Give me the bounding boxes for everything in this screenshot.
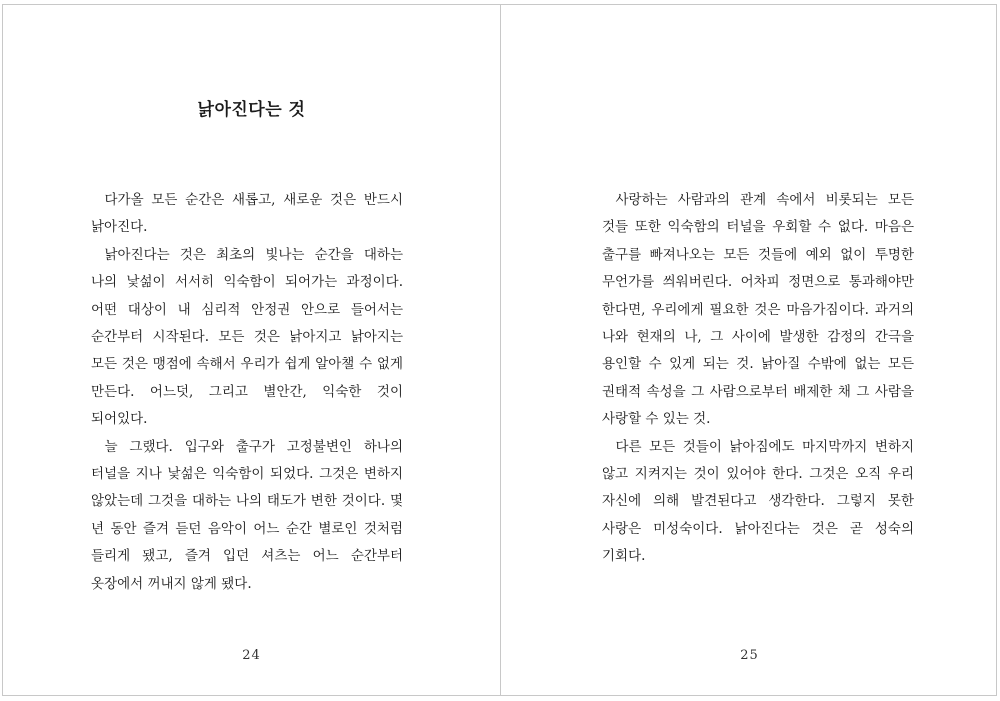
- chapter-title: 낡아진다는 것: [197, 100, 306, 120]
- paragraph: 다가올 모든 순간은 새롭고, 새로운 것은 반드시 낡아진다.: [91, 192, 403, 236]
- right-page: [501, 5, 998, 695]
- paragraph: 낡아진다는 것은 최초의 빛나는 순간을 대하는 나의 낯섦이 서서히 익숙함이 되어가는 과정이다. 어떤 대상이 내 심리적 안정권 안으로 들어서는 순간부터 시작된다. 모든 것은 낡아지고 낡아지는 모든 것은 맹점에 속해서 우리가 쉽게 알아챌 수 없게 만든다. 어느덧, 그리고 별안간, 익숙한 것이 되어있다.: [91, 246, 403, 428]
- page-number-right: 25: [740, 648, 759, 663]
- paragraph: 다른 모든 것들이 낡아짐에도 마지막까지 변하지 않고 지켜지는 것이 있어야 한다. 그것은 오직 우리 자신에 의해 발견된다고 생각한다. 그렇지 못한 사랑은 미성숙이다. 낡아진다는 것은 곧 성숙의 기회다.: [602, 438, 914, 565]
- left-page: [3, 5, 500, 695]
- left-page-body: [91, 187, 403, 598]
- paragraph: 늘 그랬다. 입구와 출구가 고정불변인 하나의 터널을 지나 낯섦은 익숙함이 되었다. 그것은 변하지 않았는데 그것을 대하는 나의 태도가 변한 것이다. 몇 년 동안 즐겨 듣던 음악이 어느 순간 별로인 것처럼 들리게 됐고, 즐겨 입던 셔츠는 어느 순간부터 옷장에서 꺼내지 않게 됐다.: [91, 438, 403, 592]
- page-number-left: 24: [242, 648, 261, 663]
- paragraph: 사랑하는 사람과의 관계 속에서 비롯되는 모든 것들 또한 익숙함의 터널을 우회할 수 없다. 마음은 출구를 빠져나오는 모든 것들에 예외 없이 투명한 무언가를 씌워버린다. 어차피 정면으로 통과해야만 한다면, 우리에게 필요한 것은 마음가짐이다. 과거의 나와 현재의 나, 그 사이에 발생한 감정의 간극을 용인할 수 있게 되는 것. 낡아질 수밖에 없는 모든 권태적 속성을 그 사람으로부터 배제한 채 그 사람을 사랑할 수 있는 것.: [602, 192, 914, 428]
- right-page-body: [602, 187, 914, 571]
- book-spread: [2, 4, 997, 696]
